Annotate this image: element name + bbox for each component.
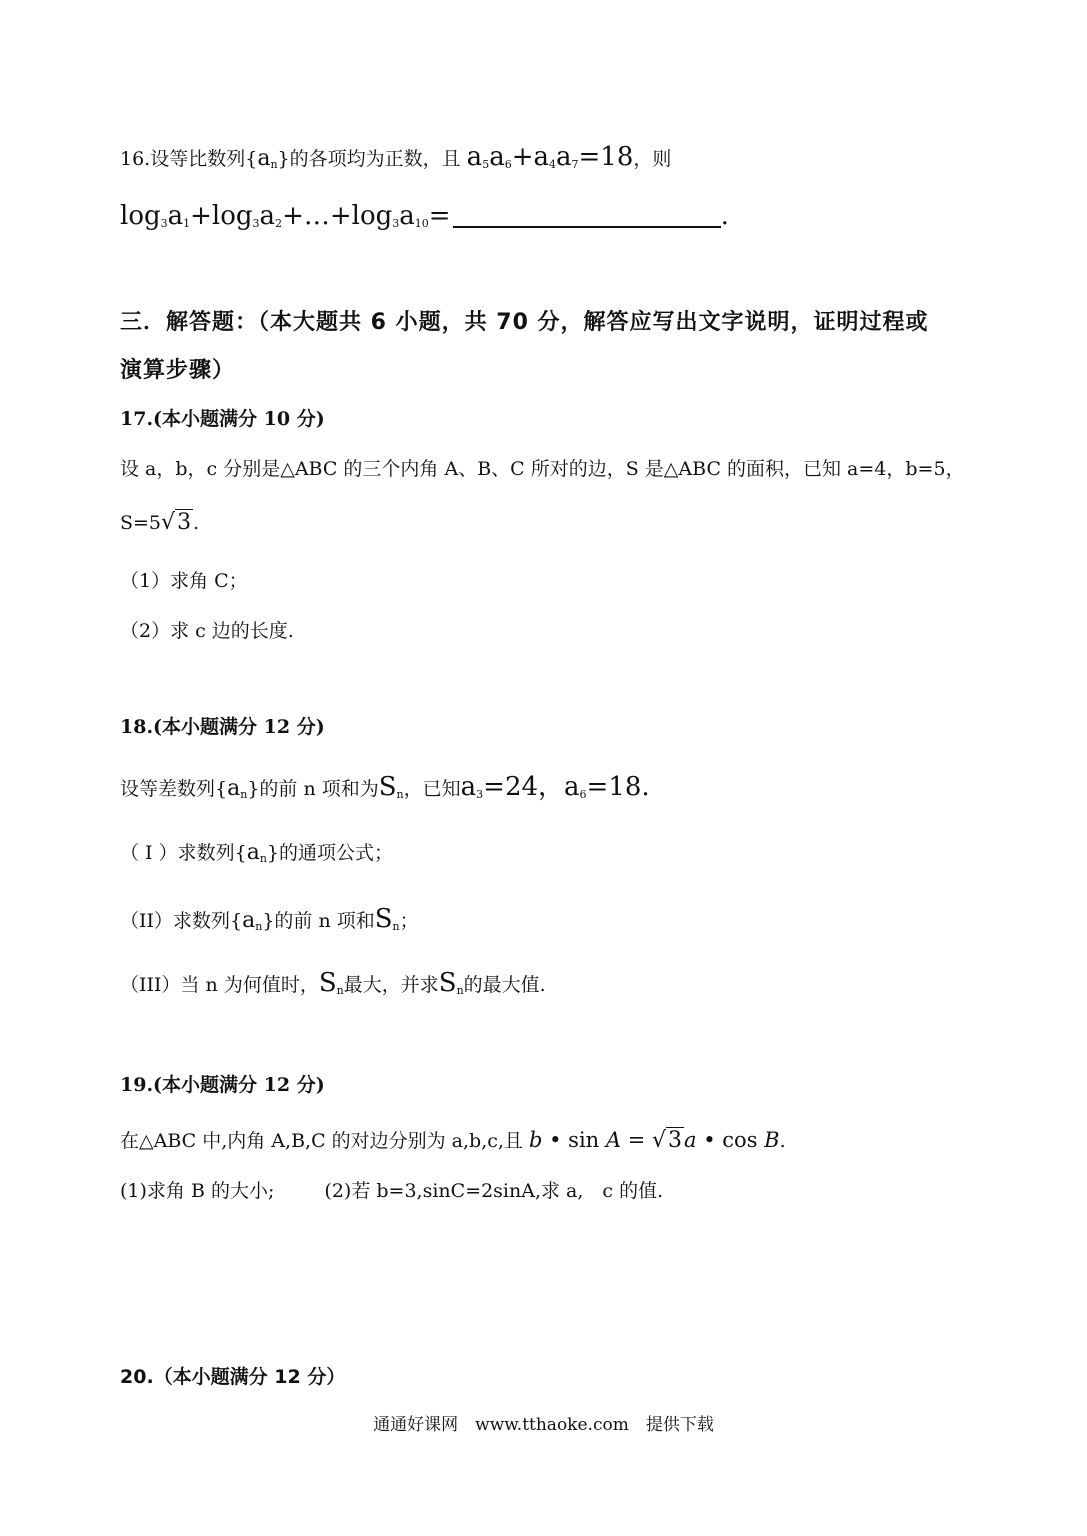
q19-parts xyxy=(120,1182,663,1201)
q18-sn: $S_n$ xyxy=(378,772,404,802)
q17-s-line xyxy=(120,512,199,534)
q19-formula-tail: . xyxy=(779,1130,786,1152)
q18-p1-a: （ I ）求数列{ xyxy=(120,842,247,864)
q18-p1-b: }的通项公式； xyxy=(266,842,393,864)
q17-title: 17.(本小题满分 10 分) xyxy=(120,408,325,430)
q20-title: 20.（本小题满分 12 分） xyxy=(120,1366,346,1388)
q16-equation: $a_5a_6+a_4a_7=18$ xyxy=(466,142,634,172)
q18-p2-c: ； xyxy=(399,910,419,932)
q16-line1: 16.设等比数列$\{a_n\}$的各项均为正数，且 $a_5a_6+a_4a_7=18$，则 xyxy=(120,142,672,172)
q18-p3-sn1: $S_n$ xyxy=(318,968,344,998)
q17-sqrt: √3 xyxy=(161,510,192,535)
footer-source: 通通好课网 www.tthaoke.com 提供下载 xyxy=(373,1415,714,1435)
q18-intro-b: }的前 n 项和为 xyxy=(247,778,379,800)
q18-p2-an: $a_n$ xyxy=(242,908,263,933)
q16-eq-tail: ，则 xyxy=(633,148,672,170)
q19-sqrt: √3 xyxy=(652,1128,683,1153)
q17-line1: 设 a，b，c 分别是△ABC 的三个内角 A、B、C 所对的边，S 是△ABC 的面积，已知 a=4，b=5， xyxy=(120,458,965,480)
q18-part2 xyxy=(120,906,419,932)
q17-part1: （1）求角 C； xyxy=(120,570,248,592)
q18-p3-sn2: $S_n$ xyxy=(438,968,464,998)
q18-p3-c: 的最大值. xyxy=(463,974,546,996)
q17-s-suffix: . xyxy=(193,512,200,534)
q19-part2: (2)若 b=3,sinC=2sinA,求 a, c 的值. xyxy=(324,1180,664,1202)
q18-p3-a: （III）当 n 为何值时， xyxy=(120,974,319,996)
q17-s-prefix: S=5 xyxy=(120,512,162,534)
q19-intro-text: 在△ABC 中,内角 A,B,C 的对边分别为 a,b,c,且 xyxy=(120,1130,523,1152)
section3-line2: 演算步骤） xyxy=(120,358,236,383)
section3-line1: 三．解答题：（本大题共 6 小题，共 70 分，解答应写出文字说明，证明过程或 xyxy=(120,310,929,335)
q19-title: 19.(本小题满分 12 分) xyxy=(120,1074,325,1096)
q19-intro: 在△ABC 中,内角 A,B,C 的对边分别为 a,b,c,且 b • sin A = √3a • cos B. xyxy=(120,1128,786,1153)
q18-intro-c: ，已知 xyxy=(403,778,461,800)
q19-formula: b xyxy=(528,1128,543,1152)
q18-p1-an: $a_n$ xyxy=(246,840,267,865)
q18-part1 xyxy=(120,842,393,864)
q18-part3 xyxy=(120,970,546,996)
q18-p3-b: 最大，并求 xyxy=(343,974,439,996)
q16-an: a xyxy=(257,146,271,171)
q18-intro-a: 设等差数列{ xyxy=(120,778,228,800)
q16-log-sum: $\log_3a_1+\log_3a_2+\dots+\log_3a_{10}=$ xyxy=(120,201,451,231)
q18-given: $a_3=24$，$a_6=18$. xyxy=(460,772,650,802)
q16-answer-blank[interactable] xyxy=(453,200,721,228)
q16-prefix: 16.设等比数列{ xyxy=(120,148,258,170)
q16-middle: }的各项均为正数，且 xyxy=(277,148,461,170)
q18-title: 18.(本小题满分 12 分) xyxy=(120,716,325,738)
q18-p2-b: }的前 n 项和 xyxy=(262,910,375,932)
q16-log-tail: . xyxy=(720,201,729,231)
q18-p2-a: （II）求数列{ xyxy=(120,910,243,932)
q19-part1: (1)求角 B 的大小; xyxy=(120,1180,275,1202)
q18-intro xyxy=(120,774,650,800)
q16-line2 xyxy=(120,200,729,229)
q18-an: $a_n$ xyxy=(227,776,248,801)
q18-p2-sn: $S_n$ xyxy=(374,904,400,934)
q17-part2: （2）求 c 边的长度. xyxy=(120,620,294,642)
